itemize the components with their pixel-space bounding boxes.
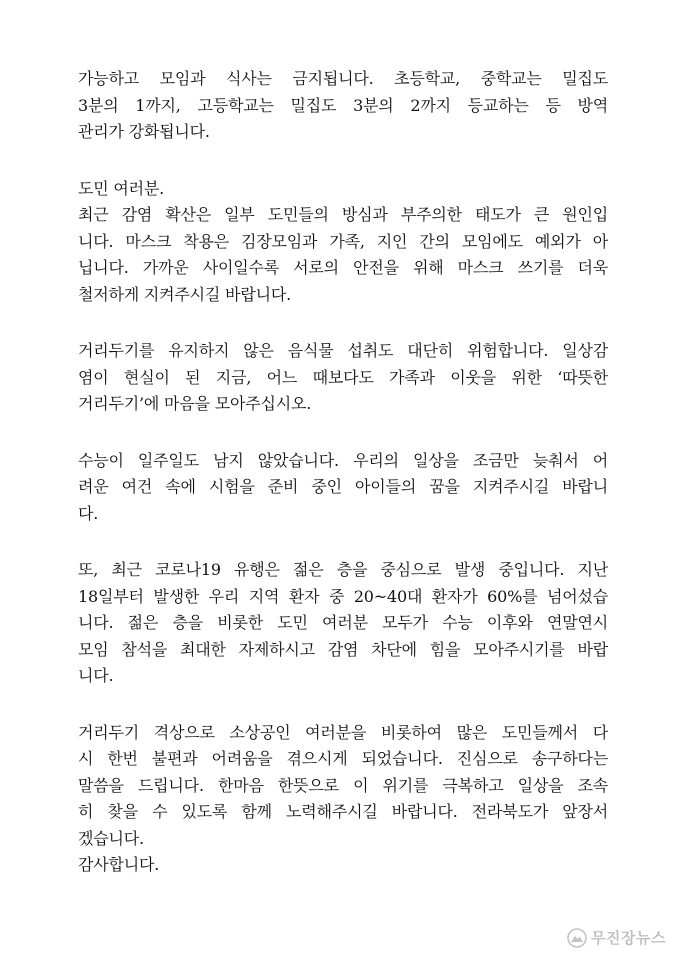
watermark-text: 무진장뉴스 xyxy=(591,929,666,947)
mountain-logo-icon xyxy=(567,928,587,948)
paragraph-3 xyxy=(78,338,608,418)
text-line: 거리두기’에 마음을 모아주십시오. xyxy=(78,394,312,413)
paragraph-2 xyxy=(78,176,608,309)
text-line: 시 한번 불편과 어려움을 겪으시게 되었습니다. 진심으로 송구하다는 xyxy=(78,749,608,768)
watermark xyxy=(567,927,666,948)
text-line: 다. xyxy=(78,503,99,523)
text-line: 모임 참석을 최대한 자제하시고 감염 차단에 힘을 모아주시기를 바랍 xyxy=(78,639,608,659)
text-line: 려운 여건 속에 시험을 준비 중인 아이들의 꿈을 지켜주시길 바랍니 xyxy=(78,477,608,496)
closing-line: 감사합니다. xyxy=(78,855,160,874)
text-line: 가능하고 모임과 식사는 금지됩니다. 초등학교, 중학교는 밀집도 xyxy=(78,69,608,88)
text-line: 3분의 1까지, 고등학교는 밀집도 3분의 2까지 등교하는 등 방역 xyxy=(78,95,608,115)
text-line: 18일부터 발생한 우리 지역 환자 중 20~40대 환자가 60%를 넘어섰습 xyxy=(78,586,608,606)
text-line: 닙니다. 가까운 사이일수록 서로의 안전을 위해 마스크 쓰기를 더욱 xyxy=(78,258,608,277)
document-body xyxy=(78,66,608,879)
paragraph-5 xyxy=(78,557,608,690)
text-line: 니다. 젊은 층을 비롯한 도민 여러분 모두가 수능 이후와 연말연시 xyxy=(78,613,608,632)
text-line: 염이 현실이 된 지금, 어느 때보다도 가족과 이웃을 위한 ‘따뜻한 xyxy=(78,367,608,387)
paragraph-6 xyxy=(78,720,608,879)
text-line: 거리두기를 유지하지 않은 음식물 섭취도 대단히 위험합니다. 일상감 xyxy=(78,341,608,360)
greeting-line: 도민 여러분. xyxy=(78,178,165,198)
text-line: 니다. 마스크 착용은 김장모임과 가족, 지인 간의 모임에도 예외가 아 xyxy=(78,231,608,251)
paragraph-4 xyxy=(78,448,608,528)
text-line: 히 찾을 수 있도록 함께 노력해주시길 바랍니다. 전라북도가 앞장서 xyxy=(78,802,608,821)
text-line: 니다. xyxy=(78,666,114,685)
paragraph-1 xyxy=(78,66,608,146)
text-line: 철저하게 지켜주시길 바랍니다. xyxy=(78,284,291,304)
text-line: 수능이 일주일도 남지 않았습니다. 우리의 일상을 조금만 늦춰서 어 xyxy=(78,450,608,470)
text-line: 관리가 강화됩니다. xyxy=(78,122,210,141)
text-line: 또, 최근 코로나19 유행은 젊은 층을 중심으로 발생 중입니다. 지난 xyxy=(78,560,608,579)
text-line: 거리두기 격상으로 소상공인 여러분을 비롯하여 많은 도민들께서 다 xyxy=(78,722,608,742)
text-line: 겠습니다. xyxy=(78,828,144,848)
text-line: 최근 감염 확산은 일부 도민들의 방심과 부주의한 태도가 큰 원인입 xyxy=(78,205,608,224)
text-line: 말씀을 드립니다. 한마음 한뜻으로 이 위기를 극복하고 일상을 조속 xyxy=(78,775,608,795)
